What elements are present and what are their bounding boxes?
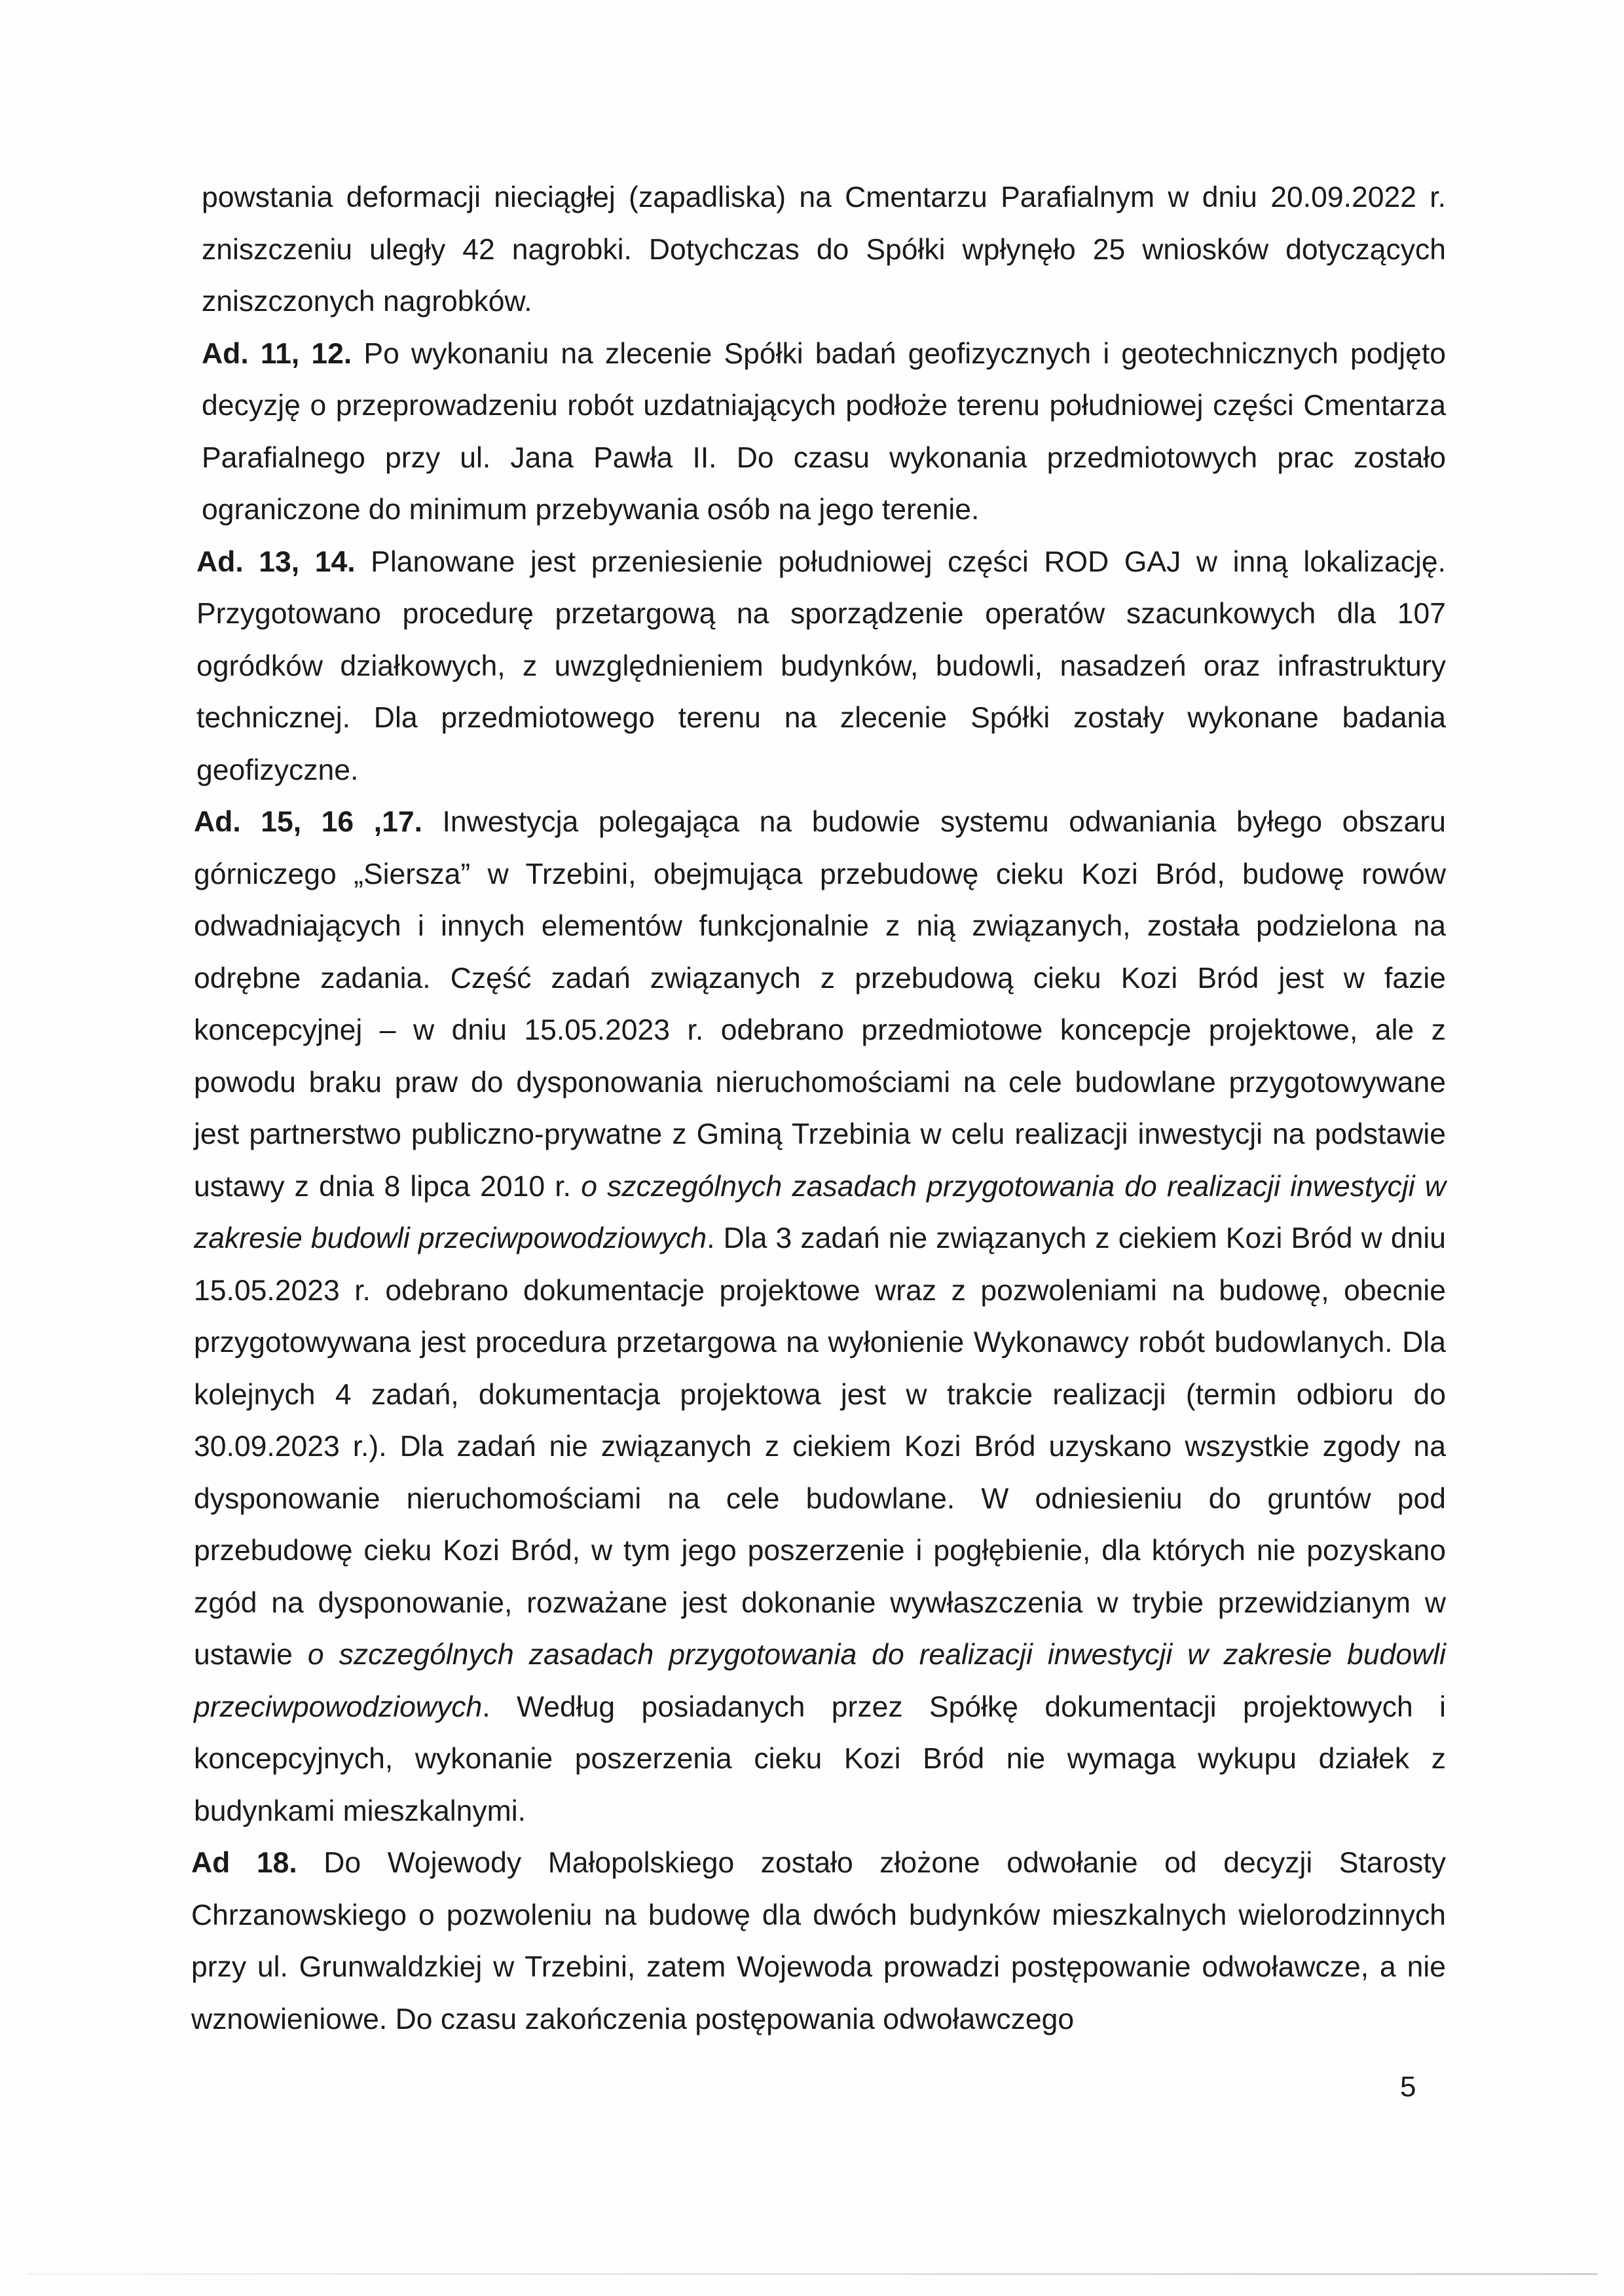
paragraph-ad-18 [191,1837,1446,2045]
paragraph-label: Ad 18. [191,1847,297,1879]
statute-title-italic: o szczególnych zasadach przygotowania do realizacji inwestycji w zakresie budowli przeciwpowodziowych [194,1170,1446,1254]
paragraph-label: Ad. 11, 12. [202,337,352,370]
paragraph-text: powstania deformacji nieciągłej (zapadliska) na Cmentarzu Parafialnym w dniu 20.09.2022 r. zniszczeniu uległy 42 nagrobki. Dotychczas do Spółki wpłynęło 25 wniosków dotyczących zniszczonych nagrobków. [202,181,1446,318]
paragraph-text: Do Wojewody Małopolskiego zostało złożone odwołanie od decyzji Starosty Chrzanowskiego o pozwoleniu na budowę dla dwóch budynków mieszkalnych wielorodzinnych przy ul. Grunwaldzkiej w Trzebini, zatem Wojewoda prowadzi postępowanie odwoławcze, a nie wznowieniowe. Do czasu zakończenia postępowania odwoławczego [191,1847,1446,2035]
paragraph-label: Ad. 13, 14. [196,545,356,578]
paragraph-ad-15-16-17 [194,796,1446,1837]
paragraph-ad-13-14 [196,536,1446,797]
paragraph-cemetery-damage [202,172,1446,328]
paragraph-text: Po wykonaniu na zlecenie Spółki badań geofizycznych i geotechnicznych podjęto decyzję o przeprowadzeniu robót uzdatniających podłoże terenu południowej części Cmentarza Parafialnego przy ul. Jana Pawła II. Do czasu wykonania przedmiotowych prac zostało ograniczone do minimum przebywania osób na jego terenie. [202,337,1446,526]
paragraph-text: Planowane jest przeniesienie południowej części ROD GAJ w inną lokalizację. Przygotowano procedurę przetargową na sporządzenie operatów szacunkowych dla 107 ogródków działkowych, z uwzględnieniem budynków, budowli, nasadzeń oraz infrastruktury technicznej. Dla przedmiotowego terenu na zlecenie Spółki zostały wykonane badania geofizyczne. [196,545,1446,786]
page-number: 5 [1400,2071,1416,2103]
document-body [191,172,1446,2045]
paragraph-label: Ad. 15, 16 ,17. [194,806,422,838]
paragraph-text: . Według posiadanych przez Spółkę dokumentacji projektowych i koncepcyjnych, wykonanie poszerzenia cieku Kozi Bród nie wymaga wykupu działek z budynkami mieszkalnymi. [194,1690,1446,1827]
statute-title-italic: o szczególnych zasadach przygotowania do realizacji inwestycji w zakresie budowli przeciwpowodziowych [194,1639,1446,1723]
paragraph-text: . Dla 3 zadań nie związanych z ciekiem Kozi Bród w dniu 15.05.2023 r. odebrano dokumentacje projektowe wraz z pozwoleniami na budowę, obecnie przygotowywana jest procedura przetargowa na wyłonienie Wykonawcy robót budowlanych. Dla kolejnych 4 zadań, dokumentacja projektowa jest w trakcie realizacji (termin odbioru do 30.09.2023 r.). Dla zadań nie związanych z ciekiem Kozi Bród uzyskano wszystkie zgody na dysponowanie nieruchomościami na cele budowlane. W odniesieniu do gruntów pod przebudowę cieku Kozi Bród, w tym jego poszerzenie i pogłębienie, dla których nie pozyskano zgód na dysponowanie, rozważane jest dokonanie wywłaszczenia w trybie przewidzianym w ustawie [194,1222,1446,1671]
paragraph-text: Inwestycja polegająca na budowie systemu odwaniania byłego obszaru górniczego „Siersza” w Trzebini, obejmująca przebudowę cieku Kozi Bród, budowę rowów odwadniających i innych elementów funkcjonalnie z nią związanych, została podzielona na odrębne zadania. Część zadań związanych z przebudową cieku Kozi Bród jest w fazie koncepcyjnej – w dniu 15.05.2023 r. odebrano przedmiotowe koncepcje projektowe, ale z powodu braku praw do dysponowania nieruchomościami na cele budowlane przygotowywane jest partnerstwo publiczno-prywatne z Gminą Trzebinia w celu realizacji inwestycji na podstawie ustawy z dnia 8 lipca 2010 r. [194,806,1446,1203]
scan-bottom-edge [26,2273,1598,2275]
paragraph-ad-11-12 [202,328,1446,536]
